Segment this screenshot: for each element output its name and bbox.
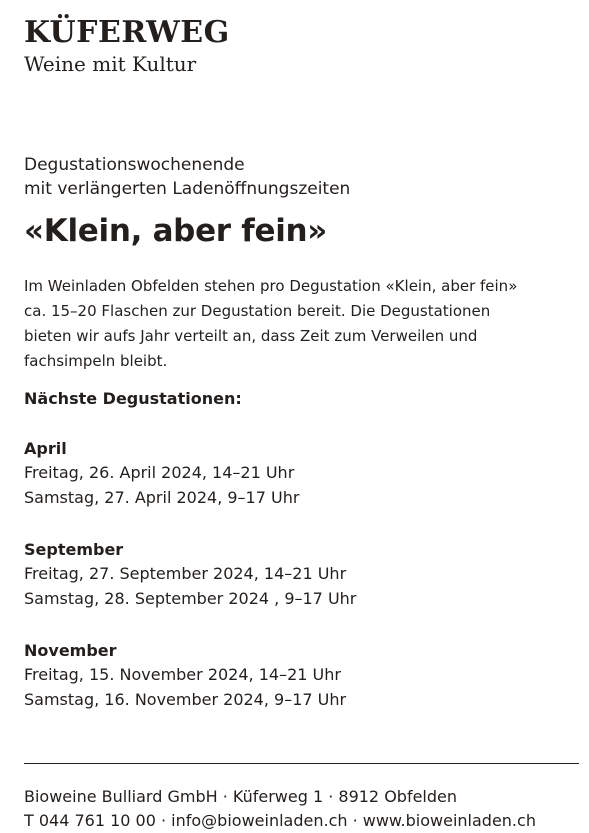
footer-divider [24, 763, 579, 764]
intro-line: bieten wir aufs Jahr verteilt an, dass Zeit zum Verweilen und [24, 327, 478, 345]
month-name: April [24, 439, 67, 458]
intro-line: Im Weinladen Obfelden stehen pro Degustation «Klein, aber fein» [24, 277, 518, 295]
event-intro [24, 274, 572, 374]
schedule-date: Freitag, 15. November 2024, 14–21 Uhr [24, 665, 341, 684]
schedule-date: Samstag, 27. April 2024, 9–17 Uhr [24, 488, 300, 507]
brand-logo [24, 14, 230, 76]
event-content [24, 153, 572, 712]
schedule-month-september [24, 539, 572, 611]
event-title: «Klein, aber fein» [24, 213, 328, 249]
footer-address: Bioweine Bulliard GmbH · Küferweg 1 · 8912 Obfelden [24, 787, 457, 806]
intro-line: fachsimpeln bleibt. [24, 352, 168, 370]
intro-line: ca. 15–20 Flaschen zur Degustation bereit. Die Degustationen [24, 302, 491, 320]
next-tastings-heading: Nächste Degustationen: [24, 389, 242, 408]
schedule-date: Samstag, 28. September 2024 , 9–17 Uhr [24, 589, 357, 608]
schedule-date: Freitag, 27. September 2024, 14–21 Uhr [24, 564, 347, 583]
brand-name: KÜFERWEG [24, 15, 230, 50]
footer [24, 785, 584, 833]
brand-tagline: Weine mit Kultur [24, 52, 197, 76]
event-subtitle-line-2: mit verlängerten Ladenöffnungszeiten [24, 179, 351, 199]
schedule-month-april [24, 438, 572, 510]
event-subtitle-line-1: Degustationswochenende [24, 155, 245, 175]
footer-contact: T 044 761 10 00 · info@bioweinladen.ch · www.bioweinladen.ch [24, 811, 536, 830]
month-name: November [24, 641, 117, 660]
schedule-date: Freitag, 26. April 2024, 14–21 Uhr [24, 463, 295, 482]
schedule-date: Samstag, 16. November 2024, 9–17 Uhr [24, 690, 347, 709]
schedule-month-november [24, 640, 572, 712]
month-name: September [24, 540, 124, 559]
